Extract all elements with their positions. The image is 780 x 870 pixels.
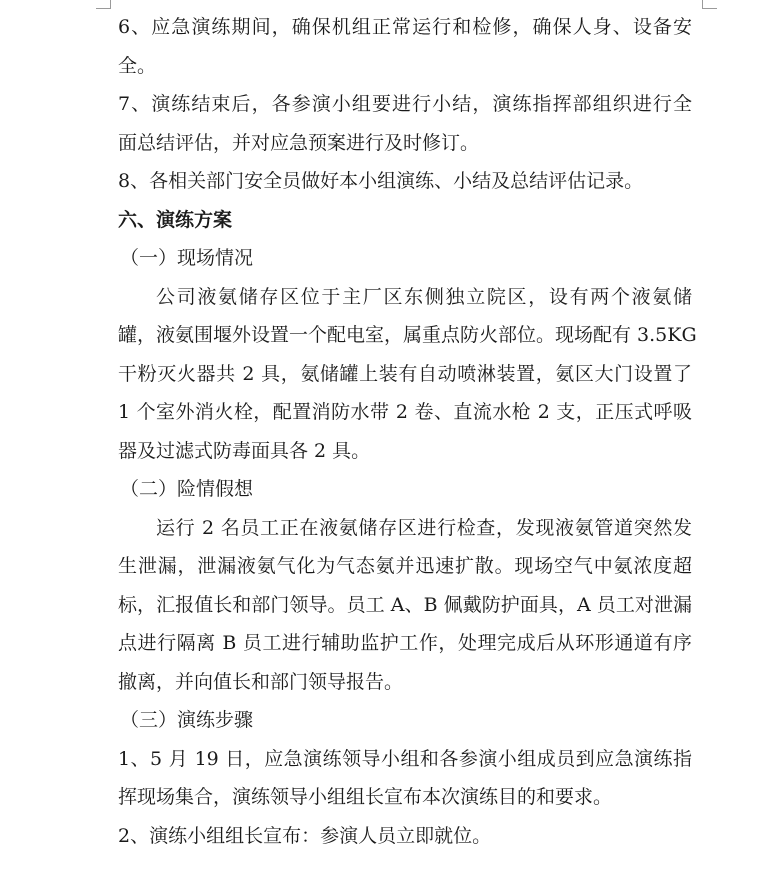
text-line-rule-7-end: 面总结评估，并对应急预案进行及时修订。 [118,131,480,154]
paragraph-site-line-4: 1 个室外消火栓，配置消防水带 2 卷、直流水枪 2 支，正压式呼吸 [118,401,692,423]
document-body [118,8,697,855]
paragraph-site-line-1: 公司液氨储存区位于主厂区东侧独立院区，设有两个液氨储 [156,285,692,308]
section-heading-drill-plan: 六、演练方案 [118,208,233,231]
subheading-hypothetical-scenario: （二）险情假想 [120,478,254,500]
paragraph-scenario-line-4: 点进行隔离 B 员工进行辅助监护工作，处理完成后从环形通道有序 [118,632,692,654]
paragraph-scenario-line-3: 标，汇报值长和部门领导。员工 A、B 佩戴防护面具，A 员工对泄漏 [118,593,692,616]
text-line-rule-7: 7、演练结束后，各参演小组要进行小结，演练指挥部组织进行全 [118,93,692,115]
paragraph-site-line-5: 器及过滤式防毒面具各 2 具。 [118,439,371,462]
paragraph-site-line-3: 干粉灭火器共 2 具，氨储罐上装有自动喷淋装置，氨区大门设置了 [118,362,692,385]
subheading-drill-steps: （三）演练步骤 [120,709,254,731]
margin-corner-mark-right [702,0,717,9]
paragraph-site-line-2: 罐，液氨围堰外设置一个配电室，属重点防火部位。现场配有 3.5KG [118,324,697,346]
paragraph-scenario-line-5: 撤离，并向值长和部门领导报告。 [118,670,404,693]
step-1-line-2: 挥现场集合，演练领导小组组长宣布本次演练目的和要求。 [118,786,613,808]
text-line-rule-8: 8、各相关部门安全员做好本小组演练、小结及总结评估记录。 [118,170,644,192]
paragraph-scenario-line-1: 运行 2 名员工正在液氨储存区进行检查，发现液氨管道突然发 [156,516,692,539]
step-1-line-1: 1、5 月 19 日，应急演练领导小组和各参演小组成员到应急演练指 [118,747,692,770]
text-line-rule-6-end: 全。 [118,54,157,77]
subheading-site-situation: （一）现场情况 [120,247,254,269]
paragraph-scenario-line-2: 生泄漏，泄漏液氨气化为气态氨并迅速扩散。现场空气中氨浓度超 [118,555,692,577]
text-line-rule-6: 6、应急演练期间，确保机组正常运行和检修，确保人身、设备安 [118,16,692,38]
step-2-line-1: 2、演练小组组长宣布：参演人员立即就位。 [118,824,492,847]
margin-corner-mark-left [96,0,111,9]
